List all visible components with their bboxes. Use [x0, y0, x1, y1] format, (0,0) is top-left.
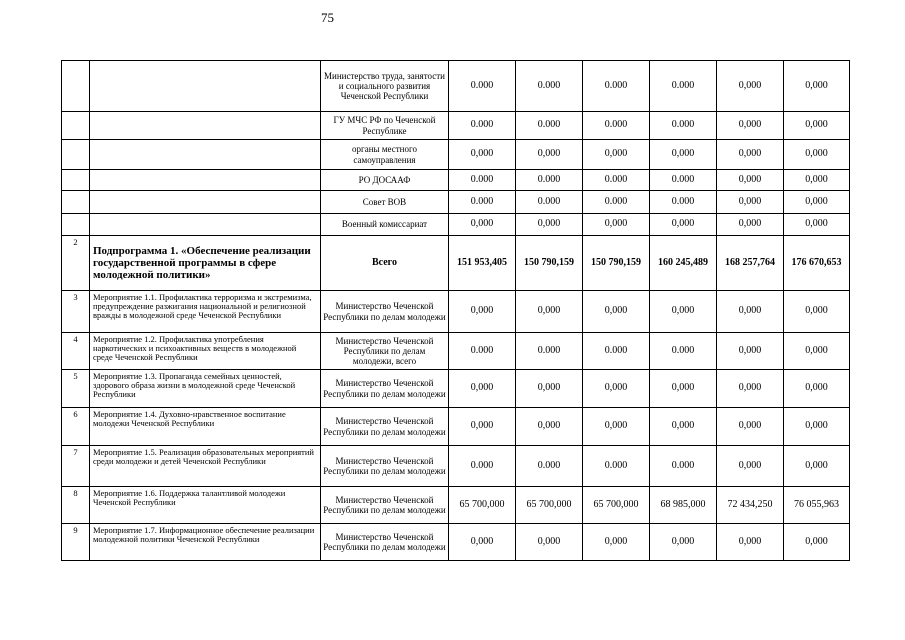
- row-number: [62, 170, 90, 191]
- value-cell: 0,000: [784, 61, 850, 112]
- row-executor: Министерство Чеченской Республики по делам молодежи: [321, 291, 449, 333]
- row-name: Мероприятие 1.6. Поддержка талантливой молодежи Чеченской Республики: [90, 487, 321, 524]
- table-row: [62, 333, 850, 370]
- row-executor: Министерство Чеченской Республики по делам молодежи: [321, 408, 449, 446]
- value-cell: 0,000: [717, 408, 784, 446]
- value-cell: 0,000: [784, 524, 850, 561]
- value-cell: 0,000: [516, 140, 583, 170]
- value-cell: 150 790,159: [516, 236, 583, 291]
- value-cell: 0,000: [516, 370, 583, 408]
- value-cell: 0,000: [516, 524, 583, 561]
- value-cell: 0.000: [650, 333, 717, 370]
- value-cell: 0.000: [650, 446, 717, 487]
- row-executor: РО ДОСААФ: [321, 170, 449, 191]
- value-cell: 0,000: [516, 291, 583, 333]
- table-row: [62, 170, 850, 191]
- table-row: [62, 370, 850, 408]
- table-row: [62, 112, 850, 140]
- row-executor: Министерство Чеченской Республики по делам молодежи, всего: [321, 333, 449, 370]
- row-name: Подпрограмма 1. «Обеспечение реализации государственной программы в сфере молодежной политики»: [90, 236, 321, 291]
- row-number: [62, 191, 90, 214]
- value-cell: 0,000: [516, 408, 583, 446]
- value-cell: 0,000: [784, 408, 850, 446]
- value-cell: 0.000: [650, 61, 717, 112]
- value-cell: 0,000: [784, 140, 850, 170]
- row-name: [90, 140, 321, 170]
- row-executor: Министерство Чеченской Республики по делам молодежи: [321, 370, 449, 408]
- table-row: [62, 408, 850, 446]
- row-number: 5: [62, 370, 90, 408]
- value-cell: 176 670,653: [784, 236, 850, 291]
- row-executor: Министерство Чеченской Республики по делам молодежи: [321, 446, 449, 487]
- value-cell: 0,000: [449, 370, 516, 408]
- value-cell: 0.000: [583, 170, 650, 191]
- value-cell: 0,000: [717, 446, 784, 487]
- table-row: [62, 214, 850, 236]
- value-cell: 0,000: [717, 140, 784, 170]
- table-row: [62, 291, 850, 333]
- row-number: [62, 140, 90, 170]
- table-row: [62, 140, 850, 170]
- value-cell: 0.000: [449, 446, 516, 487]
- row-executor: Совет ВОВ: [321, 191, 449, 214]
- value-cell: 0.000: [449, 191, 516, 214]
- value-cell: 0.000: [516, 191, 583, 214]
- value-cell: 76 055,963: [784, 487, 850, 524]
- row-name: [90, 170, 321, 191]
- value-cell: 0.000: [516, 333, 583, 370]
- value-cell: 0,000: [784, 291, 850, 333]
- value-cell: 160 245,489: [650, 236, 717, 291]
- table-row: [62, 446, 850, 487]
- value-cell: 0,000: [583, 524, 650, 561]
- table-row: [62, 524, 850, 561]
- row-number: [62, 61, 90, 112]
- row-number: 7: [62, 446, 90, 487]
- value-cell: 0,000: [449, 214, 516, 236]
- value-cell: 0,000: [449, 140, 516, 170]
- value-cell: 0,000: [583, 370, 650, 408]
- row-number: 9: [62, 524, 90, 561]
- value-cell: 0,000: [717, 524, 784, 561]
- value-cell: 0,000: [717, 61, 784, 112]
- value-cell: 0,000: [784, 112, 850, 140]
- row-number: 2: [62, 236, 90, 291]
- table-row: [62, 191, 850, 214]
- budget-table: [61, 60, 850, 561]
- row-executor: органы местного самоуправления: [321, 140, 449, 170]
- row-name: Мероприятие 1.4. Духовно-нравственное воспитание молодежи Чеченской Республики: [90, 408, 321, 446]
- value-cell: 0.000: [583, 446, 650, 487]
- row-number: 8: [62, 487, 90, 524]
- value-cell: 0.000: [583, 112, 650, 140]
- row-executor: Военный комиссариат: [321, 214, 449, 236]
- value-cell: 0,000: [717, 370, 784, 408]
- value-cell: 0,000: [650, 408, 717, 446]
- value-cell: 0.000: [650, 112, 717, 140]
- value-cell: 0,000: [717, 170, 784, 191]
- row-name: [90, 191, 321, 214]
- value-cell: 0.000: [449, 112, 516, 140]
- value-cell: 72 434,250: [717, 487, 784, 524]
- value-cell: 0,000: [717, 214, 784, 236]
- row-executor: Всего: [321, 236, 449, 291]
- row-number: 3: [62, 291, 90, 333]
- page-number: 75: [321, 10, 334, 25]
- value-cell: 65 700,000: [449, 487, 516, 524]
- value-cell: 0,000: [717, 112, 784, 140]
- row-name: [90, 112, 321, 140]
- value-cell: 0.000: [449, 333, 516, 370]
- row-name: [90, 61, 321, 112]
- value-cell: 0.000: [449, 170, 516, 191]
- row-name: Мероприятие 1.2. Профилактика употребления наркотических и психоактивных веществ в молодежной среде Чеченской Республики: [90, 333, 321, 370]
- value-cell: 0.000: [516, 112, 583, 140]
- value-cell: 0,000: [784, 214, 850, 236]
- row-number: 6: [62, 408, 90, 446]
- value-cell: 0.000: [449, 61, 516, 112]
- row-number: [62, 112, 90, 140]
- value-cell: 68 985,000: [650, 487, 717, 524]
- value-cell: 151 953,405: [449, 236, 516, 291]
- value-cell: 168 257,764: [717, 236, 784, 291]
- row-executor: Министерство Чеченской Республики по делам молодежи: [321, 487, 449, 524]
- table-row: [62, 487, 850, 524]
- row-name: Мероприятие 1.5. Реализация образовательных мероприятий среди молодежи и детей Чеченской Республики: [90, 446, 321, 487]
- row-name: Мероприятие 1.1. Профилактика терроризма и экстремизма, предупреждение разжигания национальной и религиозной вражды в молодежной среде Чеченской Республики: [90, 291, 321, 333]
- value-cell: 0,000: [583, 408, 650, 446]
- value-cell: 0,000: [650, 370, 717, 408]
- value-cell: 150 790,159: [583, 236, 650, 291]
- value-cell: 0,000: [650, 140, 717, 170]
- value-cell: 0.000: [516, 61, 583, 112]
- value-cell: 0.000: [516, 446, 583, 487]
- value-cell: 0,000: [650, 524, 717, 561]
- value-cell: 0.000: [650, 191, 717, 214]
- value-cell: 0.000: [583, 61, 650, 112]
- value-cell: 0,000: [449, 291, 516, 333]
- value-cell: 0,000: [583, 291, 650, 333]
- value-cell: 0,000: [784, 370, 850, 408]
- value-cell: 65 700,000: [583, 487, 650, 524]
- value-cell: 0,000: [784, 446, 850, 487]
- row-number: 4: [62, 333, 90, 370]
- value-cell: 0,000: [717, 291, 784, 333]
- value-cell: 0,000: [516, 214, 583, 236]
- value-cell: 0,000: [717, 333, 784, 370]
- value-cell: 0.000: [516, 170, 583, 191]
- row-name: Мероприятие 1.3. Пропаганда семейных ценностей, здорового образа жизни в молодежной среде Чеченской Республики: [90, 370, 321, 408]
- value-cell: 65 700,000: [516, 487, 583, 524]
- row-executor: Министерство Чеченской Республики по делам молодежи: [321, 524, 449, 561]
- value-cell: 0,000: [784, 191, 850, 214]
- row-name: [90, 214, 321, 236]
- value-cell: 0,000: [449, 524, 516, 561]
- value-cell: 0,000: [583, 140, 650, 170]
- row-number: [62, 214, 90, 236]
- row-name: Мероприятие 1.7. Информационное обеспечение реализации молодежной политики Чеченской Республики: [90, 524, 321, 561]
- value-cell: 0,000: [449, 408, 516, 446]
- table-row: [62, 61, 850, 112]
- value-cell: 0,000: [650, 291, 717, 333]
- table-row: [62, 236, 850, 291]
- value-cell: 0,000: [650, 214, 717, 236]
- value-cell: 0,000: [784, 333, 850, 370]
- value-cell: 0.000: [650, 170, 717, 191]
- row-executor: Министерство труда, занятости и социального развития Чеченской Республики: [321, 61, 449, 112]
- value-cell: 0,000: [583, 214, 650, 236]
- value-cell: 0,000: [717, 191, 784, 214]
- row-executor: ГУ МЧС РФ по Чеченской Республике: [321, 112, 449, 140]
- value-cell: 0,000: [784, 170, 850, 191]
- value-cell: 0.000: [583, 333, 650, 370]
- value-cell: 0.000: [583, 191, 650, 214]
